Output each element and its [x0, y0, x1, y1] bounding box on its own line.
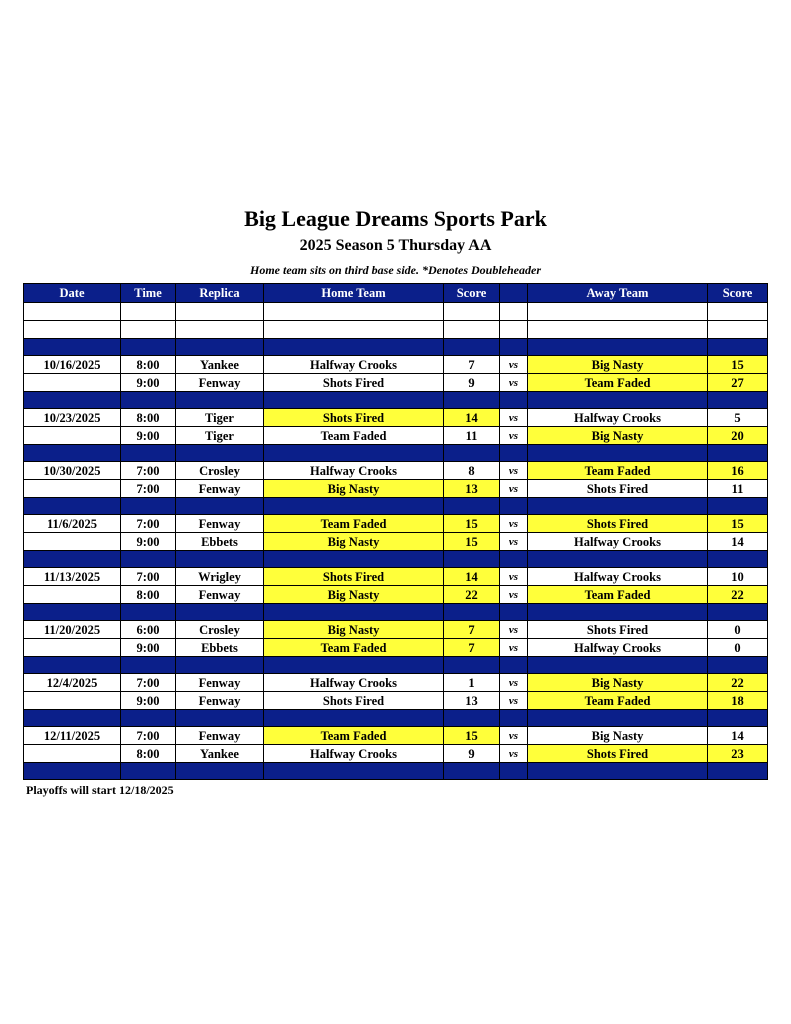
- game-time: 9:00: [121, 374, 176, 392]
- week-separator-cell: [24, 710, 121, 727]
- week-separator-cell: [264, 339, 444, 356]
- game-date: [24, 480, 121, 498]
- week-separator-cell: [528, 445, 708, 462]
- home-score: 13: [444, 480, 500, 498]
- away-team: Big Nasty: [528, 427, 708, 445]
- game-time: 7:00: [121, 480, 176, 498]
- week-separator-cell: [444, 498, 500, 515]
- week-separator-cell: [121, 498, 176, 515]
- week-separator-cell: [444, 445, 500, 462]
- away-team: Big Nasty: [528, 356, 708, 374]
- game-date: 12/11/2025: [24, 727, 121, 745]
- week-separator-cell: [528, 339, 708, 356]
- vs-label: vs: [500, 374, 528, 392]
- week-separator: [24, 710, 768, 727]
- week-separator: [24, 339, 768, 356]
- week-separator-cell: [444, 339, 500, 356]
- blank-row-cell: [500, 303, 528, 321]
- col-home-score-header: Score: [444, 284, 500, 303]
- week-separator-cell: [500, 339, 528, 356]
- game-date: [24, 692, 121, 710]
- away-score: 16: [708, 462, 768, 480]
- vs-label: vs: [500, 427, 528, 445]
- week-separator-cell: [24, 392, 121, 409]
- home-team: Halfway Crooks: [264, 674, 444, 692]
- home-team: Shots Fired: [264, 374, 444, 392]
- week-separator-cell: [176, 551, 264, 568]
- blank-row-cell: [121, 303, 176, 321]
- game-row: [24, 745, 768, 763]
- week-separator-cell: [176, 763, 264, 780]
- week-separator-cell: [264, 763, 444, 780]
- home-team: Big Nasty: [264, 533, 444, 551]
- vs-label: vs: [500, 727, 528, 745]
- vs-label: vs: [500, 480, 528, 498]
- week-separator-cell: [528, 392, 708, 409]
- away-team: Shots Fired: [528, 480, 708, 498]
- week-separator-cell: [708, 498, 768, 515]
- away-team: Shots Fired: [528, 745, 708, 763]
- game-replica: Yankee: [176, 745, 264, 763]
- away-score: 0: [708, 639, 768, 657]
- week-separator-cell: [708, 657, 768, 674]
- vs-label: vs: [500, 568, 528, 586]
- game-row: [24, 727, 768, 745]
- home-team: Team Faded: [264, 427, 444, 445]
- week-separator-cell: [121, 445, 176, 462]
- page-subtitle: 2025 Season 5 Thursday AA: [299, 237, 492, 254]
- game-time: 8:00: [121, 586, 176, 604]
- blank-row-cell: [708, 321, 768, 339]
- week-separator-cell: [708, 604, 768, 621]
- game-date: [24, 586, 121, 604]
- away-team: Team Faded: [528, 374, 708, 392]
- away-score: 20: [708, 427, 768, 445]
- week-separator: [24, 763, 768, 780]
- away-team: Big Nasty: [528, 727, 708, 745]
- away-score: 15: [708, 515, 768, 533]
- game-row: [24, 427, 768, 445]
- col-away-score-header: Score: [708, 284, 768, 303]
- home-score: 1: [444, 674, 500, 692]
- home-team: Shots Fired: [264, 409, 444, 427]
- week-separator-cell: [121, 551, 176, 568]
- game-time: 8:00: [121, 356, 176, 374]
- game-time: 9:00: [121, 639, 176, 657]
- home-team: Big Nasty: [264, 621, 444, 639]
- game-replica: Ebbets: [176, 533, 264, 551]
- home-team: Shots Fired: [264, 692, 444, 710]
- week-separator-cell: [264, 551, 444, 568]
- blank-row: [24, 321, 768, 339]
- week-separator-cell: [708, 551, 768, 568]
- home-score: 15: [444, 515, 500, 533]
- week-separator-cell: [176, 498, 264, 515]
- week-separator-cell: [444, 710, 500, 727]
- home-team: Halfway Crooks: [264, 462, 444, 480]
- week-separator-cell: [528, 657, 708, 674]
- away-team: Shots Fired: [528, 621, 708, 639]
- week-separator-cell: [121, 657, 176, 674]
- home-score: 9: [444, 745, 500, 763]
- week-separator-cell: [264, 392, 444, 409]
- game-replica: Fenway: [176, 674, 264, 692]
- home-team: Halfway Crooks: [264, 745, 444, 763]
- home-score: 9: [444, 374, 500, 392]
- blank-row-cell: [176, 303, 264, 321]
- week-separator-cell: [444, 604, 500, 621]
- week-separator-cell: [264, 657, 444, 674]
- away-team: Big Nasty: [528, 674, 708, 692]
- away-team: Team Faded: [528, 586, 708, 604]
- game-time: 8:00: [121, 745, 176, 763]
- week-separator-cell: [528, 763, 708, 780]
- away-score: 22: [708, 586, 768, 604]
- week-separator-cell: [176, 392, 264, 409]
- away-team: Halfway Crooks: [528, 533, 708, 551]
- week-separator-cell: [121, 339, 176, 356]
- week-separator-cell: [121, 604, 176, 621]
- game-row: [24, 692, 768, 710]
- week-separator: [24, 392, 768, 409]
- game-time: 7:00: [121, 515, 176, 533]
- game-time: 7:00: [121, 568, 176, 586]
- col-home-team-header: Home Team: [264, 284, 444, 303]
- away-team: Halfway Crooks: [528, 409, 708, 427]
- game-replica: Fenway: [176, 374, 264, 392]
- game-time: 6:00: [121, 621, 176, 639]
- game-row: [24, 674, 768, 692]
- col-replica-header: Replica: [176, 284, 264, 303]
- week-separator-cell: [264, 498, 444, 515]
- week-separator: [24, 657, 768, 674]
- game-time: 9:00: [121, 427, 176, 445]
- game-row: [24, 639, 768, 657]
- game-replica: Fenway: [176, 727, 264, 745]
- game-date: 10/30/2025: [24, 462, 121, 480]
- blank-row-cell: [528, 321, 708, 339]
- week-separator-cell: [528, 710, 708, 727]
- table-header-row: [24, 284, 768, 303]
- schedule-table: [23, 283, 768, 780]
- week-separator-cell: [24, 551, 121, 568]
- week-separator-cell: [264, 604, 444, 621]
- away-score: 18: [708, 692, 768, 710]
- game-row: [24, 586, 768, 604]
- week-separator-cell: [176, 445, 264, 462]
- away-team: Shots Fired: [528, 515, 708, 533]
- game-date: [24, 427, 121, 445]
- home-team: Team Faded: [264, 639, 444, 657]
- vs-label: vs: [500, 356, 528, 374]
- blank-row-cell: [528, 303, 708, 321]
- playoffs-note: Playoffs will start 12/18/2025: [26, 783, 174, 797]
- vs-label: vs: [500, 515, 528, 533]
- away-team: Team Faded: [528, 692, 708, 710]
- week-separator-cell: [24, 763, 121, 780]
- game-time: 9:00: [121, 533, 176, 551]
- game-replica: Crosley: [176, 462, 264, 480]
- week-separator-cell: [444, 392, 500, 409]
- week-separator-cell: [24, 339, 121, 356]
- away-score: 11: [708, 480, 768, 498]
- game-replica: Fenway: [176, 586, 264, 604]
- home-team: Big Nasty: [264, 586, 444, 604]
- game-row: [24, 515, 768, 533]
- week-separator-cell: [24, 604, 121, 621]
- game-row: [24, 533, 768, 551]
- week-separator-cell: [24, 445, 121, 462]
- home-team: Big Nasty: [264, 480, 444, 498]
- page-title: Big League Dreams Sports Park: [244, 206, 547, 231]
- game-row: [24, 568, 768, 586]
- blank-row-cell: [121, 321, 176, 339]
- blank-row-cell: [444, 321, 500, 339]
- page-note: Home team sits on third base side. *Denotes Doubleheader: [250, 263, 541, 277]
- game-row: [24, 480, 768, 498]
- blank-row-cell: [264, 303, 444, 321]
- game-time: 7:00: [121, 727, 176, 745]
- week-separator: [24, 445, 768, 462]
- home-score: 7: [444, 621, 500, 639]
- week-separator-cell: [708, 763, 768, 780]
- week-separator-cell: [708, 445, 768, 462]
- week-separator-cell: [444, 657, 500, 674]
- home-score: 13: [444, 692, 500, 710]
- game-replica: Tiger: [176, 427, 264, 445]
- game-replica: Fenway: [176, 515, 264, 533]
- home-score: 11: [444, 427, 500, 445]
- home-score: 15: [444, 727, 500, 745]
- game-date: 11/20/2025: [24, 621, 121, 639]
- game-row: [24, 374, 768, 392]
- game-replica: Yankee: [176, 356, 264, 374]
- game-date: [24, 374, 121, 392]
- away-score: 14: [708, 533, 768, 551]
- week-separator-cell: [528, 551, 708, 568]
- away-score: 27: [708, 374, 768, 392]
- game-time: 7:00: [121, 674, 176, 692]
- game-time: 7:00: [121, 462, 176, 480]
- vs-label: vs: [500, 586, 528, 604]
- blank-row-cell: [176, 321, 264, 339]
- week-separator: [24, 604, 768, 621]
- week-separator-cell: [24, 657, 121, 674]
- blank-row-cell: [24, 321, 121, 339]
- game-date: 10/16/2025: [24, 356, 121, 374]
- game-time: 9:00: [121, 692, 176, 710]
- vs-label: vs: [500, 621, 528, 639]
- week-separator-cell: [121, 392, 176, 409]
- week-separator-cell: [708, 710, 768, 727]
- week-separator-cell: [500, 498, 528, 515]
- home-score: 15: [444, 533, 500, 551]
- home-team: Halfway Crooks: [264, 356, 444, 374]
- game-row: [24, 356, 768, 374]
- game-replica: Tiger: [176, 409, 264, 427]
- game-time: 8:00: [121, 409, 176, 427]
- game-date: 11/13/2025: [24, 568, 121, 586]
- col-vs-header: [500, 284, 528, 303]
- week-separator-cell: [264, 445, 444, 462]
- week-separator-cell: [176, 604, 264, 621]
- home-score: 7: [444, 356, 500, 374]
- away-score: 15: [708, 356, 768, 374]
- game-date: [24, 533, 121, 551]
- away-score: 5: [708, 409, 768, 427]
- col-date-header: Date: [24, 284, 121, 303]
- schedule-body: [24, 303, 768, 780]
- week-separator-cell: [708, 339, 768, 356]
- week-separator-cell: [500, 657, 528, 674]
- week-separator-cell: [24, 498, 121, 515]
- week-separator-cell: [528, 604, 708, 621]
- vs-label: vs: [500, 692, 528, 710]
- away-team: Team Faded: [528, 462, 708, 480]
- game-date: 12/4/2025: [24, 674, 121, 692]
- vs-label: vs: [500, 639, 528, 657]
- week-separator-cell: [264, 710, 444, 727]
- week-separator-cell: [176, 657, 264, 674]
- vs-label: vs: [500, 533, 528, 551]
- away-score: 23: [708, 745, 768, 763]
- vs-label: vs: [500, 674, 528, 692]
- blank-row-cell: [264, 321, 444, 339]
- week-separator-cell: [444, 763, 500, 780]
- game-row: [24, 621, 768, 639]
- game-date: [24, 745, 121, 763]
- week-separator-cell: [708, 392, 768, 409]
- week-separator-cell: [121, 710, 176, 727]
- home-score: 14: [444, 568, 500, 586]
- blank-row-cell: [24, 303, 121, 321]
- week-separator-cell: [176, 710, 264, 727]
- col-away-team-header: Away Team: [528, 284, 708, 303]
- game-row: [24, 409, 768, 427]
- week-separator-cell: [121, 763, 176, 780]
- blank-row-cell: [500, 321, 528, 339]
- blank-row-cell: [708, 303, 768, 321]
- home-team: Team Faded: [264, 515, 444, 533]
- week-separator-cell: [500, 763, 528, 780]
- week-separator-cell: [500, 392, 528, 409]
- game-replica: Ebbets: [176, 639, 264, 657]
- week-separator-cell: [444, 551, 500, 568]
- week-separator: [24, 498, 768, 515]
- vs-label: vs: [500, 462, 528, 480]
- home-score: 14: [444, 409, 500, 427]
- home-team: Team Faded: [264, 727, 444, 745]
- home-team: Shots Fired: [264, 568, 444, 586]
- away-score: 10: [708, 568, 768, 586]
- game-date: [24, 639, 121, 657]
- away-team: Halfway Crooks: [528, 639, 708, 657]
- game-replica: Wrigley: [176, 568, 264, 586]
- game-replica: Crosley: [176, 621, 264, 639]
- week-separator: [24, 551, 768, 568]
- away-score: 22: [708, 674, 768, 692]
- home-score: 22: [444, 586, 500, 604]
- week-separator-cell: [500, 551, 528, 568]
- game-replica: Fenway: [176, 480, 264, 498]
- week-separator-cell: [528, 498, 708, 515]
- game-date: 11/6/2025: [24, 515, 121, 533]
- game-date: 10/23/2025: [24, 409, 121, 427]
- home-score: 8: [444, 462, 500, 480]
- home-score: 7: [444, 639, 500, 657]
- week-separator-cell: [500, 604, 528, 621]
- game-row: [24, 462, 768, 480]
- game-replica: Fenway: [176, 692, 264, 710]
- away-score: 14: [708, 727, 768, 745]
- week-separator-cell: [500, 710, 528, 727]
- week-separator-cell: [500, 445, 528, 462]
- week-separator-cell: [176, 339, 264, 356]
- blank-row-cell: [444, 303, 500, 321]
- away-score: 0: [708, 621, 768, 639]
- vs-label: vs: [500, 745, 528, 763]
- blank-row: [24, 303, 768, 321]
- col-time-header: Time: [121, 284, 176, 303]
- away-team: Halfway Crooks: [528, 568, 708, 586]
- vs-label: vs: [500, 409, 528, 427]
